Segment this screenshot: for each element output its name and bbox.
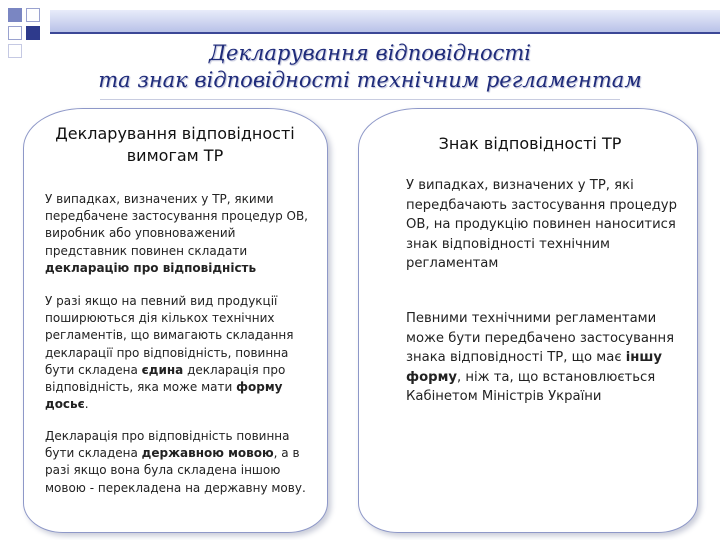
declaration-p3-text-a: Декларація про відповідність повинна бути складена bbox=[45, 429, 290, 461]
declaration-card-title: Декларування відповідності вимогам ТР bbox=[55, 124, 295, 165]
slide-title bbox=[60, 40, 680, 94]
title-divider bbox=[100, 99, 620, 100]
conformity-mark-card-title: Знак відповідності ТР bbox=[438, 134, 622, 153]
declaration-p3-bold: державною мовою bbox=[141, 446, 274, 461]
conformity-paragraph-1: У випадках, визначених у ТР, які передбачають застосування процедур ОВ, на продукцію повинен наноситися знак відповідності технічним регламентам bbox=[406, 178, 677, 271]
conformity-paragraph-2 bbox=[406, 309, 686, 407]
header-rule bbox=[50, 32, 720, 34]
declaration-p2-text-c: . bbox=[84, 397, 89, 412]
decor-square-4 bbox=[26, 26, 40, 40]
declaration-paragraph-3 bbox=[45, 428, 317, 497]
declaration-paragraph-2 bbox=[45, 293, 317, 413]
conformity-p2-bold: іншу форму bbox=[406, 350, 662, 385]
conformity-p2-text-b: , ніж та, що встановлюється Кабінетом Міністрів України bbox=[406, 369, 656, 404]
declaration-p1-text: У випадках, визначених у ТР, якими передбачене застосування процедур ОВ, виробник або уповноважений представник повинен складати bbox=[45, 192, 308, 258]
decor-square-1 bbox=[8, 8, 22, 22]
declaration-p2-bold-1: єдина bbox=[141, 362, 184, 377]
decor-square-3 bbox=[8, 26, 22, 40]
slide-title-line-1: Декларування відповідності bbox=[208, 41, 532, 65]
declaration-p1-bold: декларацію про відповідність bbox=[45, 260, 257, 275]
header-bar bbox=[50, 10, 720, 32]
declaration-p2-text-a: У разі якщо на певний вид продукції поширюються дія кількох технічних регламентів, що вимагають складання декларації про відповідність, повинна бути складена bbox=[45, 294, 294, 377]
declaration-p2-text-b: декларація про відповідність, яка може мати bbox=[45, 362, 286, 395]
conformity-p2-text-a: Певними технічними регламентами може бути передбачено застосування знака відповідності ТР, що має bbox=[406, 311, 675, 365]
decor-square-2 bbox=[26, 8, 40, 22]
decor-square-5 bbox=[8, 44, 22, 58]
declaration-p2-bold-2: форму досьє bbox=[45, 380, 283, 412]
declaration-paragraph-1 bbox=[45, 191, 317, 277]
declaration-p3-text-b: , а в разі якщо вона була складена іншою мовою - перекладена на державну мову. bbox=[45, 446, 306, 495]
slide-title-line-2: та знак відповідності технічним регламентам bbox=[98, 68, 642, 92]
